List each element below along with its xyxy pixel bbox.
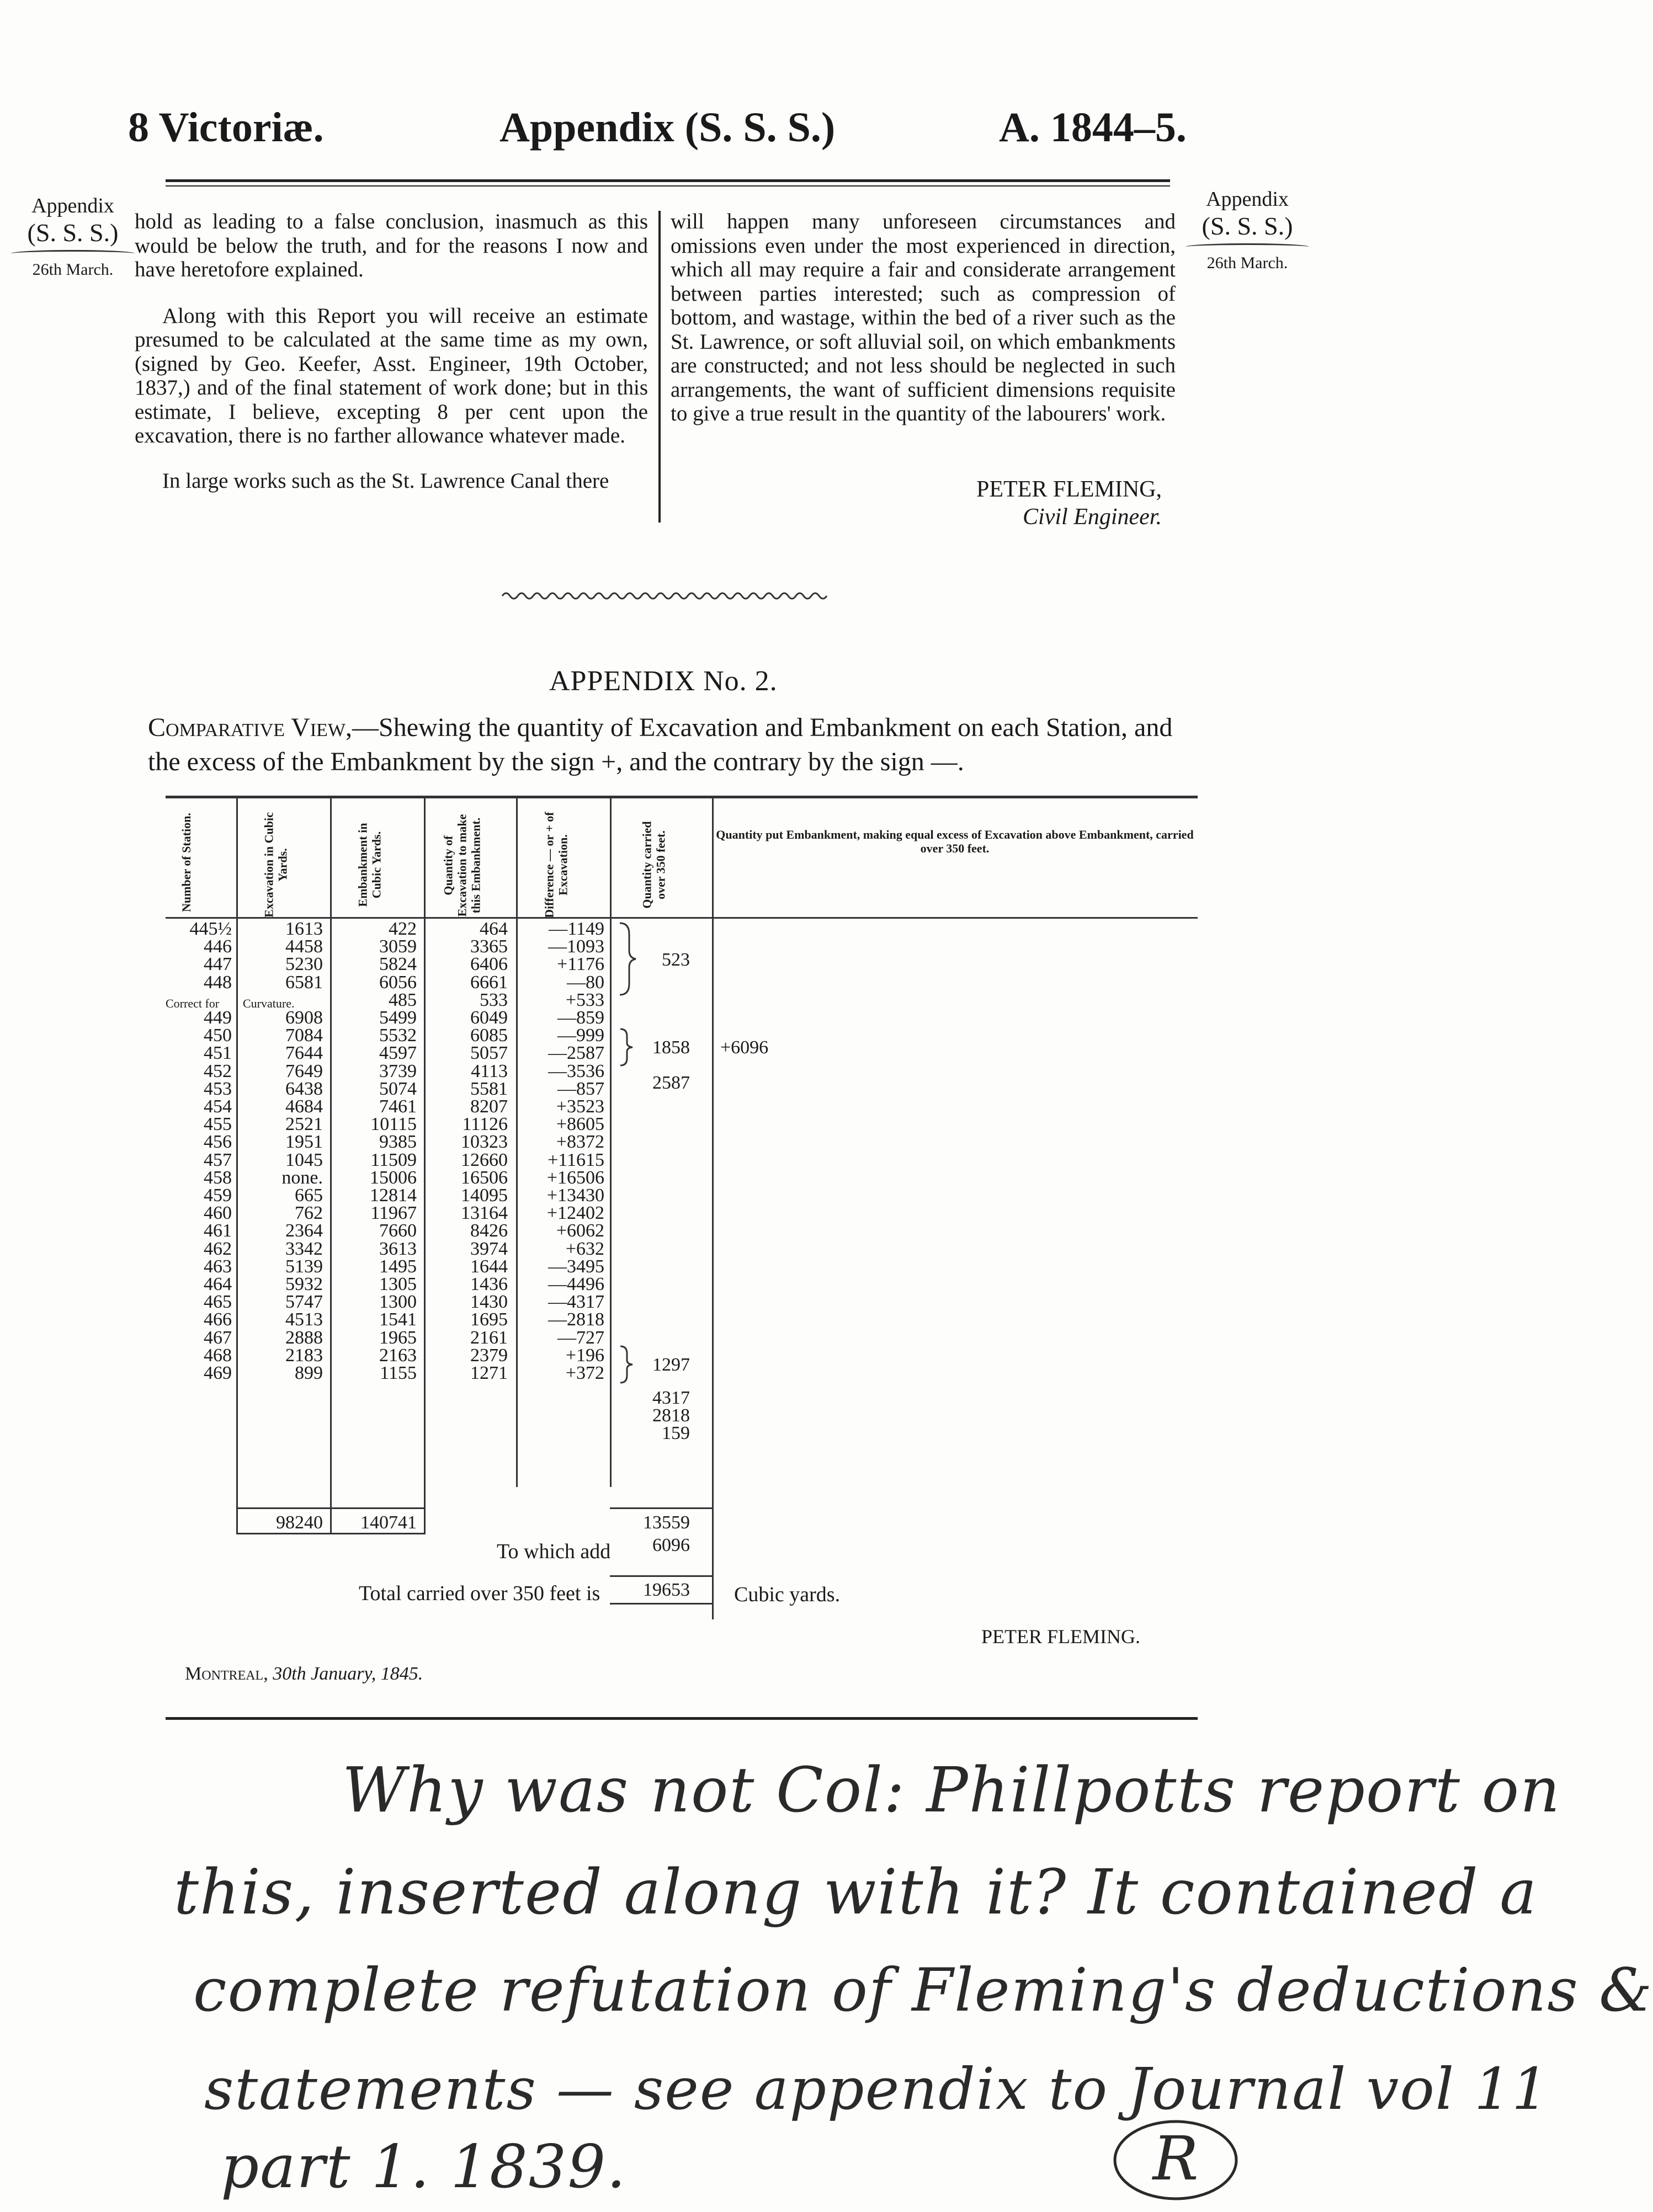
table-col-line	[424, 797, 426, 1534]
cell-excavation: 1613	[285, 919, 323, 939]
cell-difference: +196	[565, 1345, 604, 1366]
header-session: 8 Victoriæ.	[128, 104, 324, 151]
total-label: Total carried over 350 feet is	[359, 1582, 600, 1605]
cell-quantity: 8207	[470, 1096, 508, 1117]
cell-quantity: 1644	[470, 1256, 508, 1277]
cell-quantity: 4113	[471, 1060, 508, 1081]
cell-excavation: 3342	[285, 1238, 323, 1259]
header-station: Number of Station.	[179, 813, 193, 912]
cell-embankment: 5532	[379, 1025, 417, 1046]
brace-group-2	[618, 1027, 635, 1067]
column-divider	[658, 211, 661, 523]
margin-note-date: 26th March.	[32, 260, 114, 279]
cell-station: 459	[204, 1185, 232, 1206]
footer-place-date	[185, 1664, 423, 1685]
cell-excavation: 7649	[285, 1060, 323, 1081]
right-column	[671, 210, 1176, 426]
cell-station: 449	[204, 1008, 232, 1028]
cell-quantity: 5581	[470, 1078, 508, 1099]
cell-quantity: 10323	[461, 1132, 508, 1153]
footer-date: 30th January, 1845.	[273, 1664, 423, 1684]
margin-brace	[11, 250, 135, 257]
cell-excavation: none.	[281, 1167, 323, 1188]
cell-embankment: 1300	[379, 1292, 417, 1313]
header-put-embankment: Quantity put Embankment, making equal excess of Excavation above Embankment, carried over 350 feet.	[716, 828, 1194, 855]
margin-note-code: (S. S. S.)	[27, 218, 119, 247]
cell-embankment: 3613	[379, 1238, 417, 1259]
footer-rule	[166, 1717, 1198, 1720]
handwritten-line-2: this, inserted along with it? It contained a	[174, 1857, 1538, 1928]
left-column	[135, 210, 648, 493]
cell-station: 456	[204, 1132, 232, 1153]
cell-difference: +632	[565, 1238, 604, 1259]
cell-quantity: 6049	[470, 1008, 508, 1028]
cell-station: 455	[204, 1114, 232, 1135]
cell-excavation: 1045	[285, 1149, 323, 1170]
carried-group-1: 523	[662, 950, 690, 970]
cell-difference: +11615	[548, 1149, 604, 1170]
cell-excavation: 6438	[285, 1078, 323, 1099]
table-col-line	[712, 797, 714, 1619]
initials-text: R	[1152, 2123, 1199, 2194]
totals-bottom-rule	[236, 1533, 426, 1534]
table-col-line	[516, 797, 518, 1487]
cell-excavation: 1951	[285, 1132, 323, 1153]
cell-embankment: 4597	[379, 1043, 417, 1064]
cell-station: 446	[204, 936, 232, 957]
cell-difference: —2818	[548, 1309, 604, 1330]
cell-quantity: 2379	[470, 1345, 508, 1366]
caption-rest: —Shewing the quantity of Excavation and Embankment on each Station, and the excess of the Embankment by the sign +, and the contrary by the sign —.	[148, 713, 1173, 776]
table-col-line	[236, 797, 238, 1534]
table-col-line	[330, 797, 332, 1534]
cell-station: 469	[204, 1363, 232, 1383]
grand-total-bottom-rule	[610, 1603, 714, 1605]
cell-embankment: 7461	[379, 1096, 417, 1117]
cell-station: 452	[204, 1060, 232, 1081]
wavy-separator	[502, 589, 828, 601]
cell-excavation: 2364	[285, 1220, 323, 1241]
header-quantity: Quantity of Excavation to make this Embankment.	[441, 814, 483, 917]
cell-difference: —1093	[548, 936, 604, 957]
carried-row-466: 2818	[652, 1405, 690, 1426]
cell-difference: —80	[567, 972, 604, 993]
cell-embankment: 3739	[379, 1060, 417, 1081]
header-difference: Difference — or + of Excavation.	[542, 812, 570, 918]
cell-embankment: 5499	[379, 1008, 417, 1028]
carried-total-top-rule	[610, 1507, 714, 1509]
cell-quantity: 3365	[470, 936, 508, 957]
cell-embankment: 10115	[370, 1114, 417, 1135]
cell-excavation: 2888	[285, 1327, 323, 1348]
cell-quantity: 2161	[470, 1327, 508, 1348]
to-which-add-value: 6096	[652, 1535, 690, 1555]
cell-excavation: 899	[295, 1363, 323, 1383]
cell-excavation: 6908	[285, 1008, 323, 1028]
handwritten-line-3: complete refutation of Fleming's deductions &	[193, 1956, 1653, 2025]
cell-embankment: 485	[389, 989, 417, 1010]
cell-difference: +8605	[556, 1114, 604, 1135]
cell-station: 463	[204, 1256, 232, 1277]
margin-note-code: (S. S. S.)	[1202, 211, 1293, 240]
total-embankment: 140741	[360, 1512, 417, 1533]
footer-place: Montreal,	[185, 1664, 268, 1684]
cell-quantity: 6085	[470, 1025, 508, 1046]
cell-station: 450	[204, 1025, 232, 1046]
header-carried: Quantity carried over 350 feet.	[640, 821, 668, 909]
header-appendix: Appendix (S. S. S.)	[499, 104, 836, 151]
cell-excavation: 5747	[285, 1292, 323, 1313]
carried-row-451: 2587	[652, 1073, 690, 1093]
cell-difference: —4317	[548, 1292, 604, 1313]
cell-station: 447	[204, 954, 232, 975]
appendix-title: APPENDIX No. 2.	[549, 665, 778, 697]
cell-difference: —727	[557, 1327, 604, 1348]
cell-station: 467	[204, 1327, 232, 1348]
cell-station: 462	[204, 1238, 232, 1259]
report-signature	[828, 476, 1162, 531]
right-para-1: will happen many unforeseen circumstances and omissions even under the most experienced in direction, which all may require a fair and considerate arrangement between parties interested; such as compression of bottom, and wastage, within the bed of a river such as the St. Lawrence, or soft alluvial soil, on which embankments are constructed; and not less should be neglected in such arrangements, the want of sufficient dimensions requisite to give a true result in the quantity of the labourers' work.	[671, 210, 1176, 425]
cell-difference: —3536	[548, 1060, 604, 1081]
cell-difference: —4496	[548, 1274, 604, 1294]
header-rule	[166, 179, 1170, 182]
cell-difference: +1176	[557, 954, 604, 975]
cell-quantity: 13164	[461, 1203, 508, 1224]
cell-excavation: 6581	[285, 972, 323, 993]
cell-difference: +3523	[556, 1096, 604, 1117]
grand-total-top-rule	[610, 1575, 714, 1577]
cell-embankment: 12814	[370, 1185, 417, 1206]
cell-embankment: 6056	[379, 972, 417, 993]
carried-row-467: 159	[662, 1423, 690, 1443]
cell-excavation: Curvature.	[243, 996, 295, 1010]
total-value: 19653	[643, 1580, 690, 1600]
cell-difference: —999	[557, 1025, 604, 1046]
carried-group-3: 1297	[652, 1355, 690, 1375]
initials-mark	[1104, 2108, 1247, 2207]
cell-station: 465	[204, 1292, 232, 1313]
table-top-rule	[166, 796, 1198, 798]
cell-difference: +533	[565, 989, 604, 1010]
cell-embankment: 1305	[379, 1274, 417, 1294]
cell-embankment: 1965	[379, 1327, 417, 1348]
cell-difference: +16506	[546, 1167, 604, 1188]
margin-note-label: Appendix	[31, 194, 114, 217]
cell-quantity: 1695	[470, 1309, 508, 1330]
margin-brace	[1186, 243, 1309, 250]
left-para-2: Along with this Report you will receive an estimate presumed to be calculated at the same time as my own, (signed by Geo. Keefer, Asst. Engineer, 19th October, 1837,) and of the final statement of work done; but in this estimate, I believe, excepting 8 per cent upon the excavation, there is no farther allowance whatever made.	[135, 303, 648, 447]
cell-difference: +8372	[556, 1132, 604, 1153]
cell-quantity: 3974	[470, 1238, 508, 1259]
cell-station: 466	[204, 1309, 232, 1330]
cell-difference: +13430	[546, 1185, 604, 1206]
cell-quantity: 16506	[461, 1167, 508, 1188]
appendix-caption	[148, 711, 1194, 779]
cell-station: 454	[204, 1096, 232, 1117]
cell-embankment: 5824	[379, 954, 417, 975]
margin-note-label: Appendix	[1206, 188, 1289, 211]
cell-quantity: 8426	[470, 1220, 508, 1241]
cell-station: Correct for	[166, 996, 220, 1010]
cell-embankment: 15006	[370, 1167, 417, 1188]
cell-station: 458	[204, 1167, 232, 1188]
cell-difference: —2587	[548, 1043, 604, 1064]
cell-quantity: 5057	[470, 1043, 508, 1064]
cell-station: 451	[204, 1043, 232, 1064]
to-which-add-label: To which add	[497, 1540, 611, 1563]
cell-station: 445½	[189, 919, 232, 939]
cell-difference: —859	[557, 1008, 604, 1028]
cell-excavation: 5230	[285, 954, 323, 975]
cell-excavation: 762	[295, 1203, 323, 1224]
cell-embankment: 422	[389, 919, 417, 939]
cell-excavation: 2183	[285, 1345, 323, 1366]
cell-station: 461	[204, 1220, 232, 1241]
cell-embankment: 1541	[379, 1309, 417, 1330]
cell-difference: —3495	[548, 1256, 604, 1277]
margin-note-right	[1181, 188, 1314, 273]
cell-station: 453	[204, 1078, 232, 1099]
header-embankment: Embankment in Cubic Yards.	[355, 823, 384, 907]
cell-excavation: 7084	[285, 1025, 323, 1046]
report-signer-title: Civil Engineer.	[1023, 504, 1162, 530]
total-excavation: 98240	[276, 1512, 323, 1533]
cell-station: 468	[204, 1345, 232, 1366]
cell-quantity: 6661	[470, 972, 508, 993]
cell-quantity: 14095	[461, 1185, 508, 1206]
cell-quantity: 464	[480, 919, 508, 939]
cell-quantity: 1271	[470, 1363, 508, 1383]
cell-difference: +12402	[546, 1203, 604, 1224]
cell-difference: —857	[557, 1078, 604, 1099]
left-para-3: In large works such as the St. Lawrence Canal there	[162, 468, 609, 493]
totals-top-rule	[236, 1507, 426, 1509]
report-signer: PETER FLEMING,	[976, 477, 1162, 502]
put-embankment-value: +6096	[720, 1037, 769, 1058]
margin-note-date: 26th March.	[1206, 253, 1288, 272]
cell-excavation: 4458	[285, 936, 323, 957]
cell-excavation: 5139	[285, 1256, 323, 1277]
cell-excavation: 2521	[285, 1114, 323, 1135]
cell-quantity: 12660	[461, 1149, 508, 1170]
cell-excavation: 4684	[285, 1096, 323, 1117]
cell-quantity: 1430	[470, 1292, 508, 1313]
cell-embankment: 11967	[370, 1203, 417, 1224]
header-rule-thin	[166, 185, 1170, 186]
brace-group-3	[618, 1345, 635, 1384]
cell-excavation: 665	[295, 1185, 323, 1206]
carried-group-2: 1858	[652, 1037, 690, 1058]
cell-difference: +6062	[556, 1220, 604, 1241]
cell-embankment: 7660	[379, 1220, 417, 1241]
cell-embankment: 1155	[380, 1363, 417, 1383]
header-year: A. 1844–5.	[999, 104, 1187, 151]
cell-quantity: 1436	[470, 1274, 508, 1294]
cell-excavation: 7644	[285, 1043, 323, 1064]
cell-quantity: 11126	[462, 1114, 508, 1135]
total-unit: Cubic yards.	[734, 1583, 841, 1606]
cell-station: 464	[204, 1274, 232, 1294]
cell-difference: —1149	[549, 919, 604, 939]
cell-station: 460	[204, 1203, 232, 1224]
cell-excavation: 4513	[285, 1309, 323, 1330]
cell-quantity: 533	[480, 989, 508, 1010]
cell-embankment: 11509	[370, 1149, 417, 1170]
margin-note-left	[7, 194, 139, 279]
header-excavation: Excavation in Cubic Yards.	[262, 812, 290, 918]
cell-embankment: 1495	[379, 1256, 417, 1277]
table-col-line	[610, 797, 612, 1487]
left-para-1: hold as leading to a false conclusion, inasmuch as this would be below the truth, and for the reasons I now and have heretofore explained.	[135, 210, 648, 281]
cell-embankment: 2163	[379, 1345, 417, 1366]
footer-signer: PETER FLEMING.	[981, 1625, 1140, 1648]
handwritten-line-4: statements — see appendix to Journal vol 11	[204, 2055, 1550, 2123]
cell-station: 448	[204, 972, 232, 993]
cell-excavation: 5932	[285, 1274, 323, 1294]
cell-difference: +372	[565, 1363, 604, 1383]
cell-embankment: 9385	[379, 1132, 417, 1153]
cell-quantity: 6406	[470, 954, 508, 975]
cell-embankment: 5074	[379, 1078, 417, 1099]
carried-row-465: 4317	[652, 1388, 690, 1408]
handwritten-line-5: part 1. 1839.	[221, 2133, 627, 2202]
cell-embankment: 3059	[379, 936, 417, 957]
total-carried: 13559	[643, 1512, 690, 1533]
handwritten-line-1: Why was not Col: Phillpotts report on	[342, 1755, 1561, 1826]
caption-lead: Comparative View,	[148, 713, 352, 742]
cell-station: 457	[204, 1149, 232, 1170]
